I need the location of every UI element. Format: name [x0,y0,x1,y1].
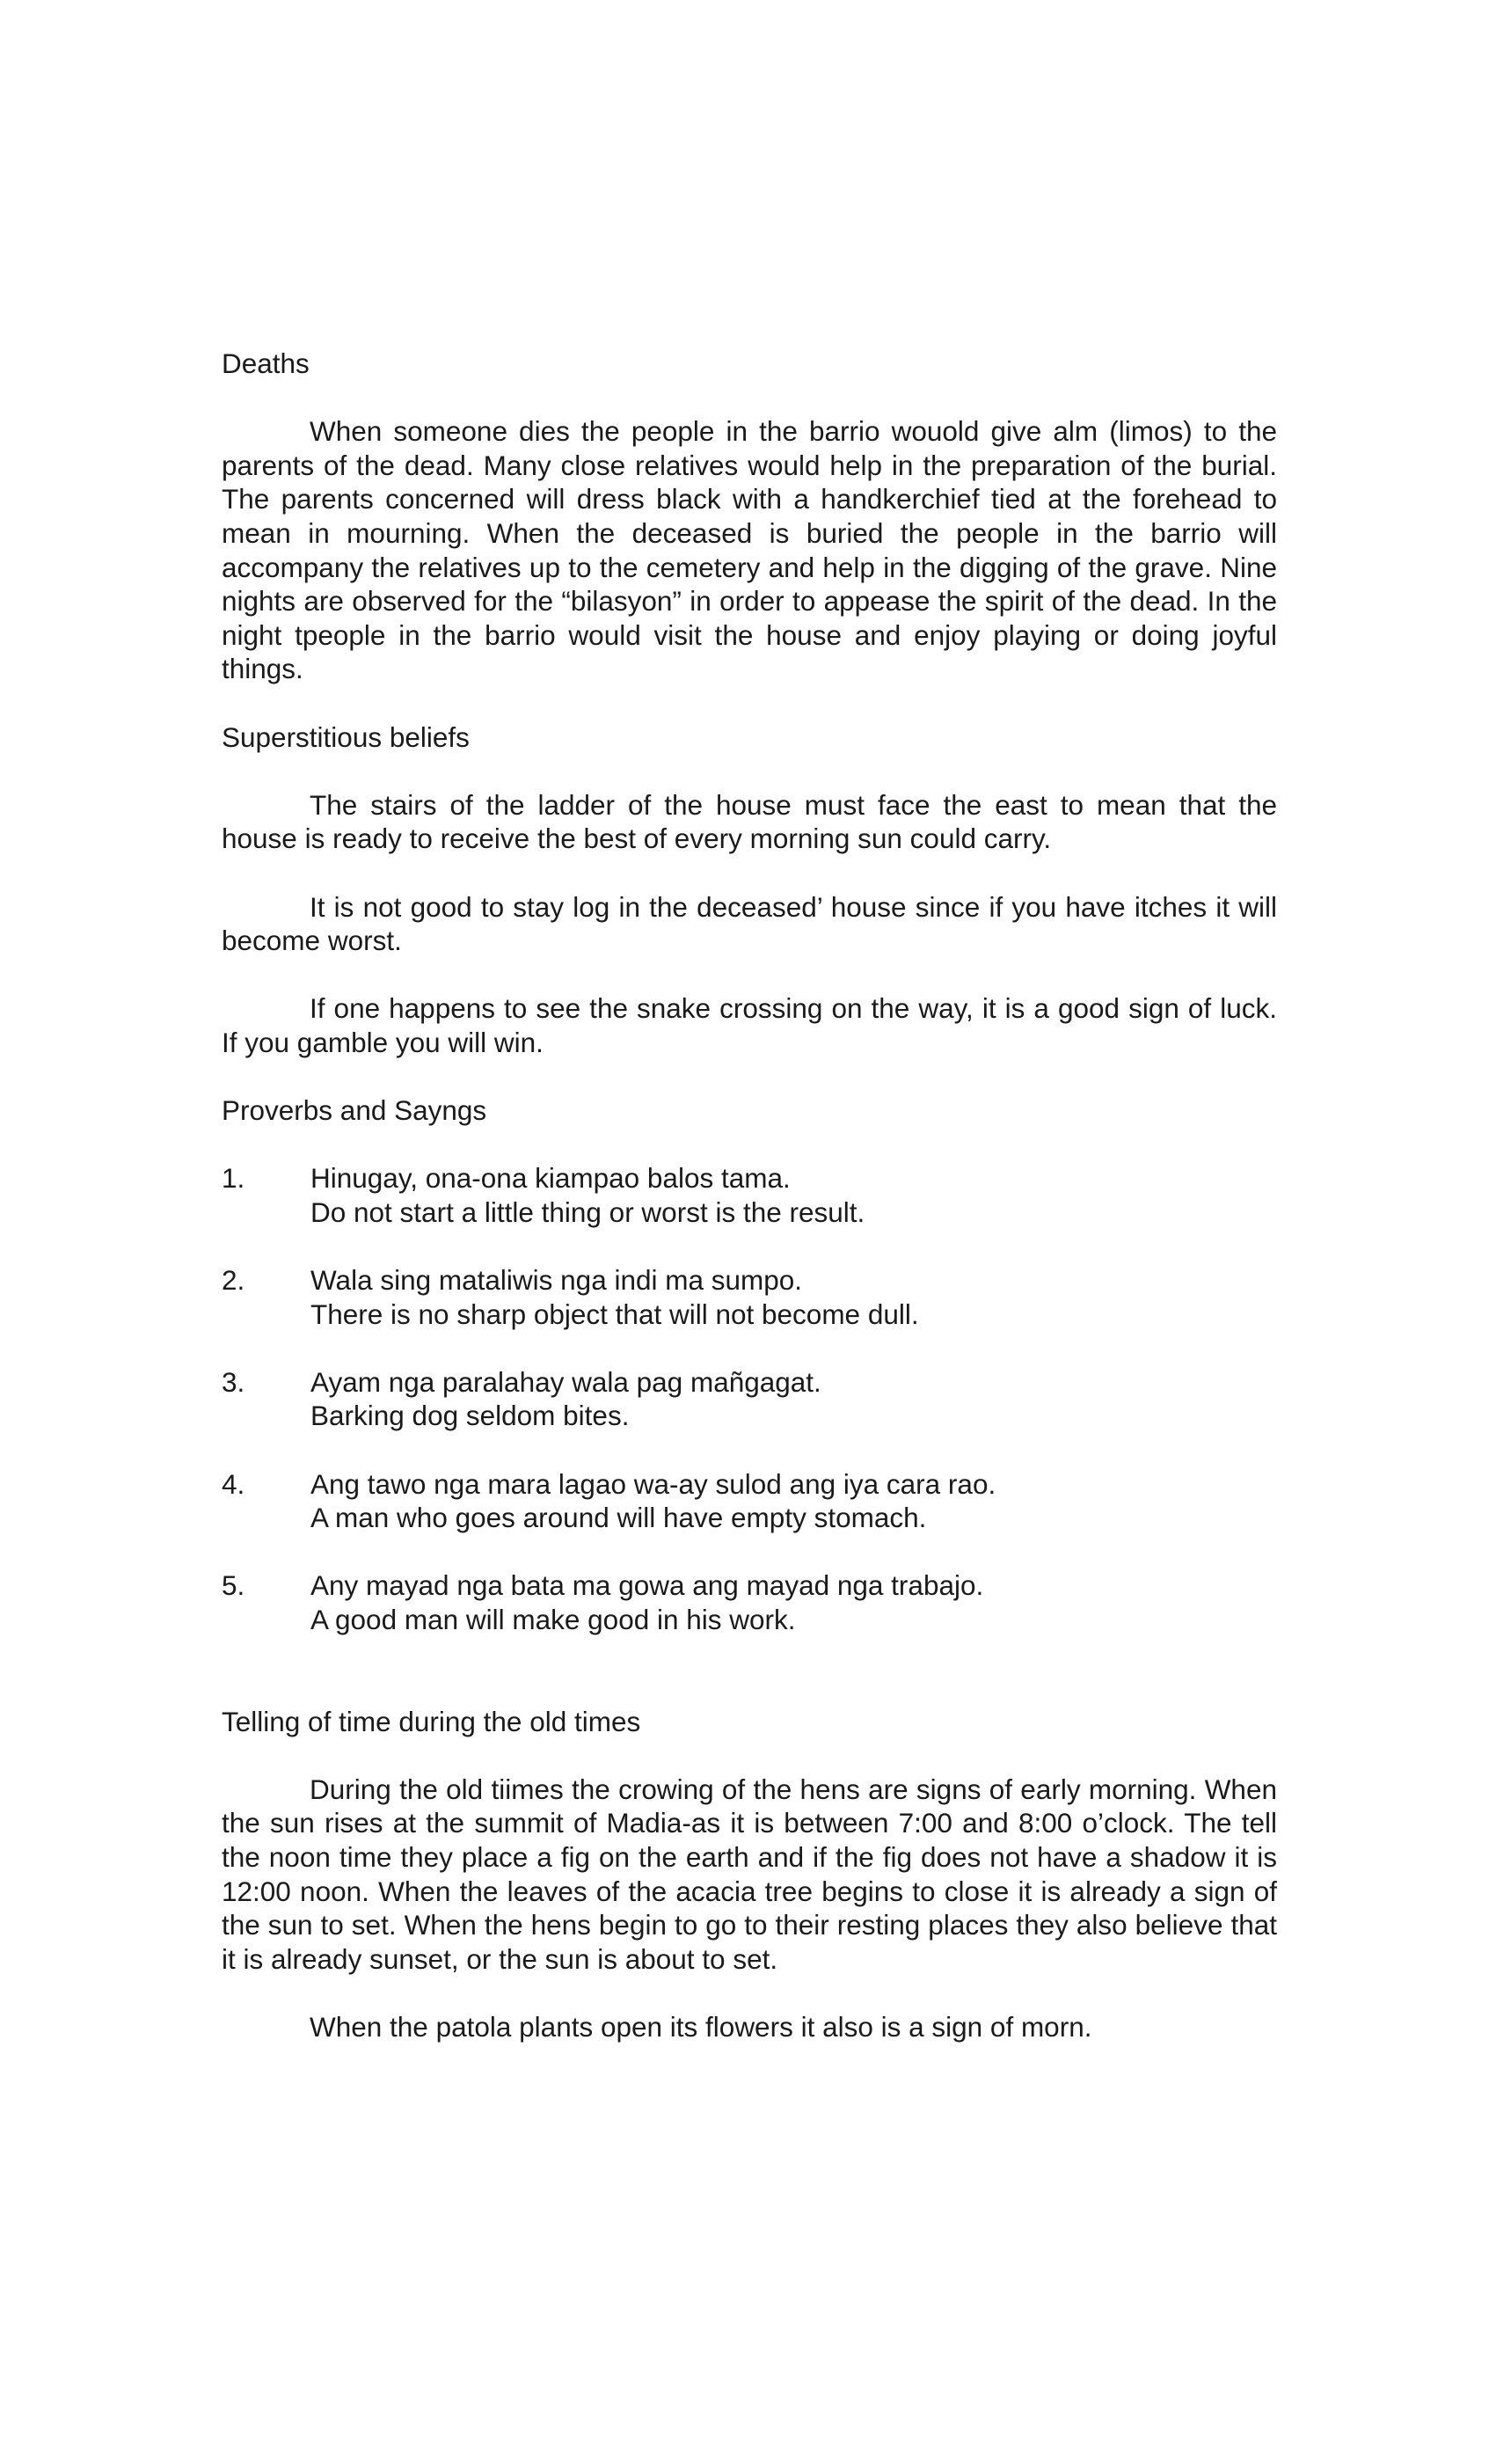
superstitious-paragraph-2: It is not good to stay log in the deceased’ house since if you have itches it will become worst. [222,890,1277,957]
proverb-translation: Do not start a little thing or worst is the result. [310,1195,865,1228]
telling-time-paragraph-1: During the old tiimes the crowing of the hens are signs of early morning. When the sun rises at the summit of Madia-as it is between 7:00 and 8:00 o’clock. The tell the noon time they place a fig on the earth and if the fig does not have a shadow it is 12:00 noon. When the leaves of the acacia tree begins to close it is already a sign of the sun to set. When the hens begin to go to their resting places they also believe that it is already sunset, or the sun is about to set. [222,1773,1277,1975]
proverb-item-2 [222,1263,1277,1331]
proverb-number: 4. [222,1467,245,1500]
superstitious-paragraph-3: If one happens to see the snake crossing on the way, it is a good sign of luck. If you gamble you will win. [222,992,1277,1058]
proverb-number: 3. [222,1365,245,1398]
proverb-number: 1. [222,1162,245,1195]
deaths-paragraph: When someone dies the people in the barrio wouold give alm (limos) to the parents of the dead. Many close relatives would help in the preparation of the burial. The parents concerned will dress black with a handkerchief tied at the forehead to mean in mourning. When the deceased is buried the people in the barrio will accompany the relatives up to the cemetery and help in the digging of the grave. Nine nights are observed for the “bilasyon” in order to appease the spirit of the dead. In the night tpeople in the barrio would visit the house and enjoy playing or doing joyful things. [222,415,1277,685]
superstitious-heading: Superstitious beliefs [222,720,470,753]
proverbs-heading: Proverbs and Sayngs [222,1094,487,1127]
document-page [222,347,1277,2044]
proverb-translation: There is no sharp object that will not become dull. [310,1298,919,1330]
deaths-heading: Deaths [222,347,310,379]
proverb-item-5 [222,1568,1277,1636]
proverb-translation: A man who goes around will have empty stomach. [310,1502,927,1534]
proverb-item-4 [222,1467,1277,1535]
proverb-translation: Barking dog seldom bites. [310,1400,630,1432]
proverb-original: Hinugay, ona-ona kiampao balos tama. [310,1162,791,1195]
proverb-item-3 [222,1365,1277,1433]
telling-time-paragraph-2: When the patola plants open its flowers it also is a sign of morn. [310,2010,1092,2043]
telling-time-heading: Telling of time during the old times [222,1705,641,1737]
superstitious-paragraph-1: The stairs of the ladder of the house must face the east to mean that the house is ready to receive the best of every morning sun could carry. [222,788,1277,855]
proverb-original: Ayam nga paralahay wala pag mañgagat. [310,1365,821,1398]
proverb-original: Any mayad nga bata ma gowa ang mayad nga trabajo. [310,1569,984,1602]
proverb-translation: A good man will make good in his work. [310,1603,796,1635]
proverb-item-1 [222,1161,1277,1229]
proverb-number: 5. [222,1569,245,1602]
proverb-original: Wala sing mataliwis nga indi ma sumpo. [310,1264,803,1297]
proverb-number: 2. [222,1264,245,1297]
proverb-original: Ang tawo nga mara lagao wa-ay sulod ang iya cara rao. [310,1467,996,1500]
